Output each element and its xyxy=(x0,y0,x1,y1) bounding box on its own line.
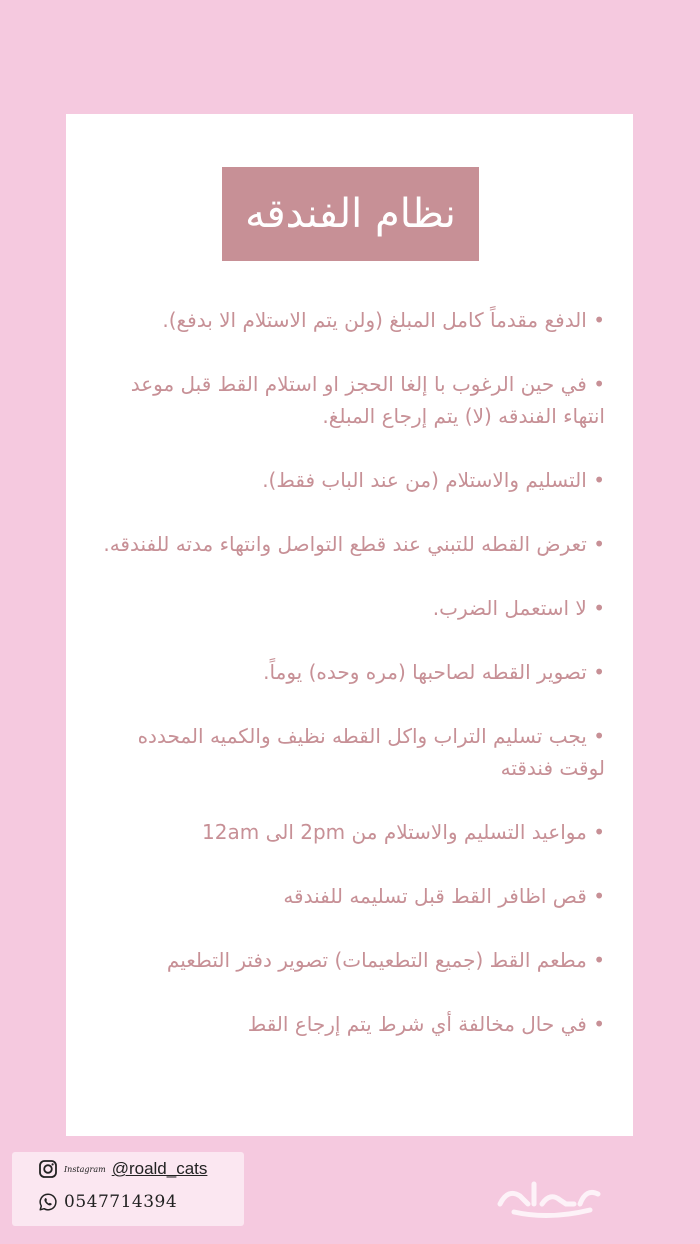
phone-row xyxy=(38,1192,177,1212)
rule-item: • لا استعمل الضرب. xyxy=(432,596,605,620)
contact-card xyxy=(12,1152,244,1226)
whatsapp-icon xyxy=(38,1192,58,1212)
page-title: نظام الفندقه xyxy=(245,191,456,237)
rule-item: • في حين الرغوب با إلغا الحجز او استلام القط قبل موعد انتهاء الفندقه (لا) يتم إرجاع المبلغ. xyxy=(130,372,605,428)
phone-number[interactable]: 0547714394 xyxy=(64,1192,178,1212)
rules-card xyxy=(66,114,633,1136)
rule-item: • التسليم والاستلام (من عند الباب فقط). xyxy=(262,468,605,492)
rule-item: • تصوير القطه لصاحبها (مره وحده) يوماً. xyxy=(263,660,605,684)
instagram-handle[interactable]: @roald_cats xyxy=(111,1159,208,1178)
title-banner xyxy=(222,167,479,261)
haraj-watermark-icon xyxy=(494,1174,604,1220)
rule-item: • في حال مخالفة أي شرط يتم إرجاع القط xyxy=(247,1012,605,1036)
instagram-icon xyxy=(38,1159,58,1179)
instagram-row xyxy=(38,1159,207,1179)
rule-item: • مواعيد التسليم والاستلام من 2pm الى 12am xyxy=(202,820,605,844)
rule-item: • مطعم القط (جميع التطعيمات) تصوير دفتر التطعيم xyxy=(166,948,605,972)
rule-item: • يجب تسليم التراب واكل القطه نظيف والكميه المحدده لوقت فندقته xyxy=(137,724,605,780)
rule-item: • الدفع مقدماً كامل المبلغ (ولن يتم الاستلام الا بدفع). xyxy=(162,308,605,332)
instagram-label: Instagram xyxy=(64,1164,106,1174)
rule-item: • تعرض القطه للتبني عند قطع التواصل وانتهاء مدته للفندقه. xyxy=(103,532,605,556)
rule-item: • قص اظافر القط قبل تسليمه للفندقه xyxy=(283,884,605,908)
rules-list xyxy=(96,304,605,1040)
